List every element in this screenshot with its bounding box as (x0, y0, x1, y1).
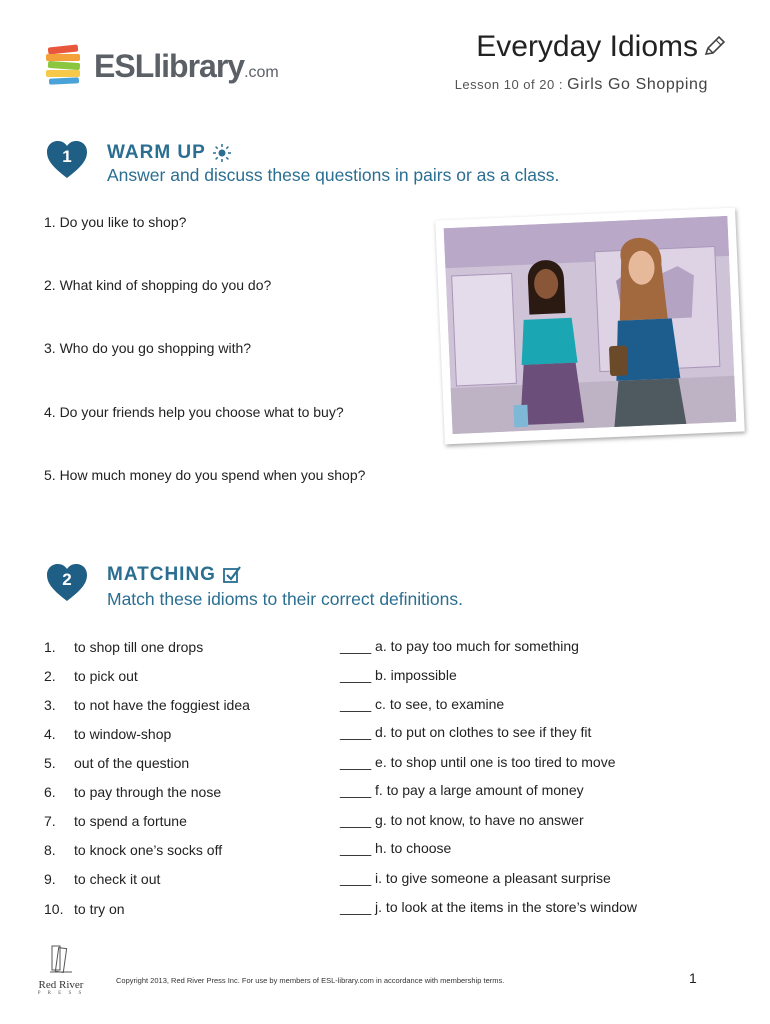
definition-item[interactable]: ____ a. to pay too much for something (340, 638, 579, 654)
definition-item[interactable]: ____ e. to shop until one is too tired to move (340, 754, 616, 770)
section-number: 1 (62, 147, 72, 166)
publisher-name: Red River (38, 979, 84, 991)
copyright-notice: Copyright 2013, Red River Press Inc. For use by members of ESL-library.com in accordance with membership terms. (116, 976, 505, 985)
definition-item[interactable]: ____ d. to put on clothes to see if they fit (340, 724, 592, 740)
page-number: 1 (689, 970, 697, 986)
section-number-badge (46, 563, 88, 603)
definition-item[interactable]: ____ c. to see, to examine (340, 696, 505, 712)
logo-text: ESLlibrary.com (94, 48, 279, 84)
idiom-item: 2. to pick out (44, 668, 138, 684)
section-instruction: Match these idioms to their correct definitions. (107, 589, 463, 609)
lesson-subtitle: Girls Go Shopping (567, 76, 708, 93)
idiom-item: 9. to check it out (44, 871, 161, 887)
idiom-item: 4. to window-shop (44, 726, 172, 742)
shopping-photo (435, 208, 744, 445)
girls-shopping-illustration (444, 216, 737, 434)
section-instruction: Answer and discuss these questions in pairs or as a class. (107, 165, 560, 185)
section-number-badge (46, 140, 88, 180)
question-item: 2. What kind of shopping do you do? (44, 277, 272, 293)
title-text: Everyday Idioms (476, 30, 698, 63)
idiom-item: 8. to knock one’s socks off (44, 842, 223, 858)
lesson-line (455, 76, 708, 94)
section-title: WARM UP (107, 142, 232, 164)
definition-item[interactable]: ____ f. to pay a large amount of money (340, 782, 584, 798)
idiom-item: 1. to shop till one drops (44, 639, 204, 655)
checkbox-icon (222, 565, 242, 585)
question-item: 3. Who do you go shopping with? (44, 340, 252, 356)
document-title (476, 30, 726, 64)
question-item: 1. Do you like to shop? (44, 214, 187, 230)
definition-item[interactable]: ____ i. to give someone a pleasant surprise (340, 870, 611, 886)
red-river-press-logo (36, 944, 86, 1000)
idiom-item: 7. to spend a fortune (44, 813, 187, 829)
pencil-icon (702, 35, 726, 59)
definition-item[interactable]: ____ j. to look at the items in the store’s window (340, 899, 638, 915)
idiom-item: 6. to pay through the nose (44, 784, 222, 800)
publisher-sub: P R E S S (37, 991, 85, 996)
definition-item[interactable]: ____ g. to not know, to have no answer (340, 812, 584, 828)
section-title: MATCHING (107, 564, 242, 586)
esl-library-logo (44, 42, 294, 92)
books-logo-icon (44, 44, 88, 86)
sun-icon (212, 143, 232, 163)
books-stack-icon (46, 944, 76, 974)
idiom-item: 10. to try on (44, 901, 125, 917)
idiom-item: 5. out of the question (44, 755, 190, 771)
section-number: 2 (62, 570, 72, 589)
question-item: 4. Do your friends help you choose what to buy? (44, 404, 344, 420)
definition-item[interactable]: ____ h. to choose (340, 840, 452, 856)
definition-item[interactable]: ____ b. impossible (340, 667, 457, 683)
question-item: 5. How much money do you spend when you shop? (44, 467, 366, 483)
lesson-number: Lesson 10 of 20 : (454, 77, 563, 92)
idiom-item: 3. to not have the foggiest idea (44, 697, 250, 713)
